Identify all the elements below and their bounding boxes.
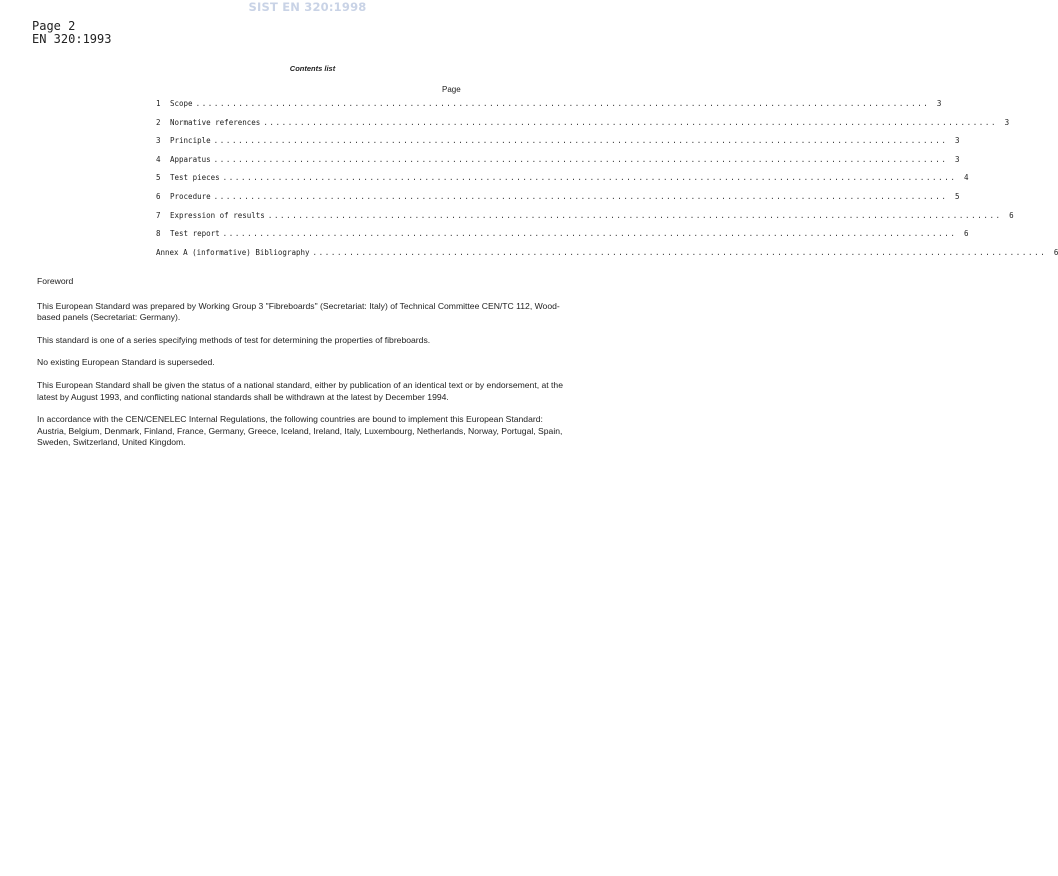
foreword-paragraph: This European Standard shall be given the status of a national standard, either by publication of an identical text or by endorsement, at the latest by August 1993, and conflicting national standards shall be withdrawn at the latest by December 1994. (37, 379, 563, 402)
leader-dots: ........................................................................................................................ (213, 136, 948, 146)
entry-number: 7 (156, 210, 161, 220)
watermark: SIST EN 320:1998 (248, 0, 367, 14)
foreword-section (37, 276, 573, 460)
entry-page: 3 (936, 99, 942, 108)
contents-title: Contents list (289, 64, 336, 73)
entry-page: 6 (964, 229, 969, 239)
leader-dots: ........................................................................................................................ (213, 154, 948, 164)
contents-entry (156, 117, 1010, 137)
entry-title: Test report (170, 229, 220, 239)
foreword-paragraph: This standard is one of a series specifying methods of test for determining the properties of fibreboards. (37, 334, 431, 345)
contents-page-column-label: Page (442, 85, 461, 94)
entry-title: Apparatus (170, 154, 211, 164)
entry-number: 1 (156, 99, 161, 108)
contents-entry (156, 191, 960, 211)
contents-entry (156, 154, 960, 174)
entry-number: 6 (156, 191, 161, 201)
contents-entry (156, 173, 969, 192)
document-id: EN 320:1993 (32, 32, 112, 46)
entry-title: Annex A (informative) Bibliography (156, 247, 310, 257)
page-number: Page 2 (32, 19, 76, 33)
foreword-paragraph: This European Standard was prepared by Working Group 3 "Fibreboards" (Secretariat: Italy) of Technical Committee CEN/TC 112, Wood-based panels (Secretariat: Germany). (37, 300, 560, 323)
contents-entry (156, 99, 942, 118)
entry-number: 5 (156, 173, 161, 183)
leader-dots: ........................................................................................................................ (222, 229, 957, 239)
contents-entry (156, 229, 969, 248)
entry-page: 3 (954, 154, 960, 164)
leader-dots: ........................................................................................................................ (222, 173, 957, 183)
foreword-heading: Foreword (37, 276, 74, 286)
leader-dots: ........................................................................................................................ (312, 247, 1047, 257)
leader-dots: ........................................................................................................................ (263, 117, 998, 127)
foreword-paragraph: In accordance with the CEN/CENELEC Internal Regulations, the following countries are bound to implement this European Standard: Austria, Belgium, Denmark, Finland, France, Germany, Greece, Iceland, Ireland, Italy, Luxembourg, Netherlands, Norway, Portugal, Spain, Sweden, Switzerland, United Kingdom. (37, 414, 563, 448)
entry-page: 3 (954, 136, 960, 146)
contents-entry (156, 210, 1014, 230)
entry-title: Test pieces (170, 173, 220, 183)
entry-number: 3 (156, 136, 161, 146)
leader-dots: ........................................................................................................................ (267, 210, 1002, 220)
leader-dots: ........................................................................................................................ (195, 99, 930, 108)
entry-page: 3 (1004, 117, 1010, 127)
contents-entry (156, 136, 960, 155)
entry-title: Procedure (170, 191, 211, 201)
entry-title: Normative references (170, 117, 261, 127)
entry-number: 8 (156, 229, 161, 239)
contents-list (156, 99, 1058, 266)
entry-title: Expression of results (170, 210, 265, 220)
entry-title: Principle (170, 136, 211, 146)
leader-dots: ........................................................................................................................ (213, 191, 948, 201)
entry-page: 6 (1053, 247, 1058, 257)
entry-number: 2 (156, 117, 161, 127)
entry-page: 4 (964, 173, 969, 183)
contents-entry-annex (156, 247, 1058, 267)
entry-page: 5 (954, 191, 960, 201)
entry-title: Scope (170, 99, 193, 108)
entry-number: 4 (156, 154, 161, 164)
page-header (32, 20, 111, 46)
foreword-paragraph: No existing European Standard is superseded. (37, 357, 215, 368)
entry-page: 6 (1009, 210, 1014, 220)
